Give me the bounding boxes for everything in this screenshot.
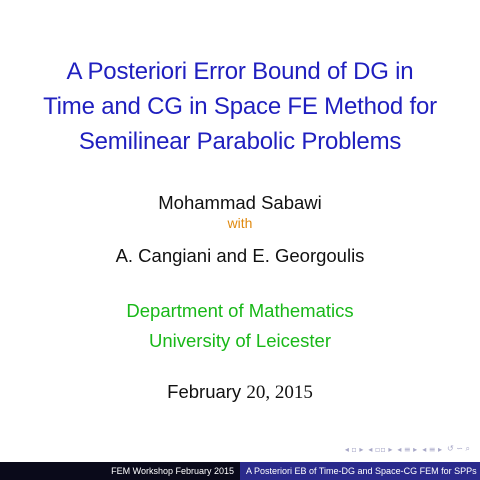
footer-event: FEM Workshop February 2015	[0, 462, 240, 480]
department: Department of Mathematics	[126, 300, 354, 321]
nav-search-icon[interactable]: ↺ ∽ ⌕	[447, 444, 470, 453]
nav-prev-section-icon[interactable]: ◂ ≡ ▸	[397, 444, 418, 454]
slide-title	[0, 54, 480, 159]
footer-bar	[0, 462, 480, 480]
footer-short-title: A Posteriori EB of Time-DG and Space-CG FEM for SPPs	[240, 462, 480, 480]
title-line-3: Semilinear Parabolic Problems	[78, 128, 402, 155]
with-label: with	[227, 215, 253, 231]
beamer-navigation	[345, 444, 470, 454]
nav-prev-frame-icon[interactable]: ◂ ▫▫ ▸	[368, 444, 393, 454]
coauthors: A. Cangiani and E. Georgoulis	[115, 245, 365, 266]
affiliation	[0, 296, 480, 356]
title-line-2: Time and CG in Space FE Method for	[43, 93, 437, 120]
date-month: February	[167, 381, 242, 402]
nav-first-icon[interactable]: ◂ ▫ ▸	[344, 444, 364, 454]
date-day-year: 20, 2015	[246, 382, 313, 403]
presentation-date	[0, 381, 480, 404]
author-name: Mohammad Sabawi	[158, 192, 322, 213]
nav-next-section-icon[interactable]: ◂ ≡ ▸	[422, 444, 443, 454]
title-line-1: A Posteriori Error Bound of DG in	[66, 58, 414, 85]
university: University of Leicester	[149, 330, 331, 351]
